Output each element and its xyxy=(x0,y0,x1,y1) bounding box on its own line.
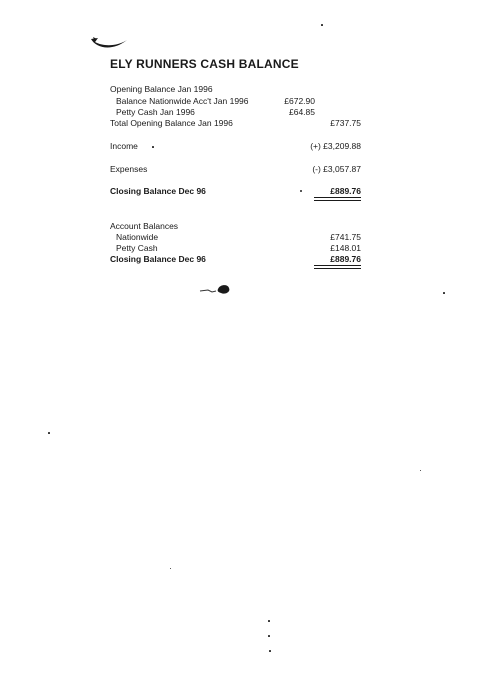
page-title: ELY RUNNERS CASH BALANCE xyxy=(110,57,299,71)
scan-speck xyxy=(48,432,50,434)
scan-speck xyxy=(269,650,271,652)
scan-speck xyxy=(300,190,302,192)
nationwide-opening-value: £672.90 xyxy=(284,96,315,106)
nationwide-opening-label: Balance Nationwide Acc't Jan 1996 xyxy=(116,96,249,106)
closing-underline-top xyxy=(314,197,361,198)
total-opening-label: Total Opening Balance Jan 1996 xyxy=(110,118,233,128)
crescent-mark-icon xyxy=(90,36,128,52)
accounts-closing-label: Closing Balance Dec 96 xyxy=(110,254,206,264)
scan-speck xyxy=(321,24,323,26)
accounts-underline-bottom xyxy=(314,268,361,269)
ink-blot xyxy=(198,283,232,295)
scan-speck xyxy=(268,620,270,622)
petty-opening-label: Petty Cash Jan 1996 xyxy=(116,107,195,117)
closing-label: Closing Balance Dec 96 xyxy=(110,186,206,196)
expenses-label: Expenses xyxy=(110,164,148,174)
expenses-value: (-) £3,057.87 xyxy=(312,164,361,174)
closing-value: £889.76 xyxy=(330,186,361,196)
scan-speck xyxy=(443,292,445,294)
nationwide-account-label: Nationwide xyxy=(116,232,159,242)
income-label: Income xyxy=(110,141,138,151)
nationwide-account-value: £741.75 xyxy=(330,232,361,242)
opening-heading: Opening Balance Jan 1996 xyxy=(110,84,213,94)
accounts-closing-value: £889.76 xyxy=(330,254,361,264)
petty-account-value: £148.01 xyxy=(330,243,361,253)
closing-underline-bottom xyxy=(314,200,361,201)
petty-account-label: Petty Cash xyxy=(116,243,158,253)
petty-opening-value: £64.85 xyxy=(289,107,315,117)
scan-speck xyxy=(152,146,154,148)
total-opening-value: £737.75 xyxy=(330,118,361,128)
accounts-underline-top xyxy=(314,265,361,266)
accounts-heading: Account Balances xyxy=(110,221,179,231)
income-value: (+) £3,209.88 xyxy=(310,141,361,151)
scan-speck xyxy=(170,568,171,569)
scan-speck xyxy=(420,470,421,471)
scan-speck xyxy=(268,635,270,637)
